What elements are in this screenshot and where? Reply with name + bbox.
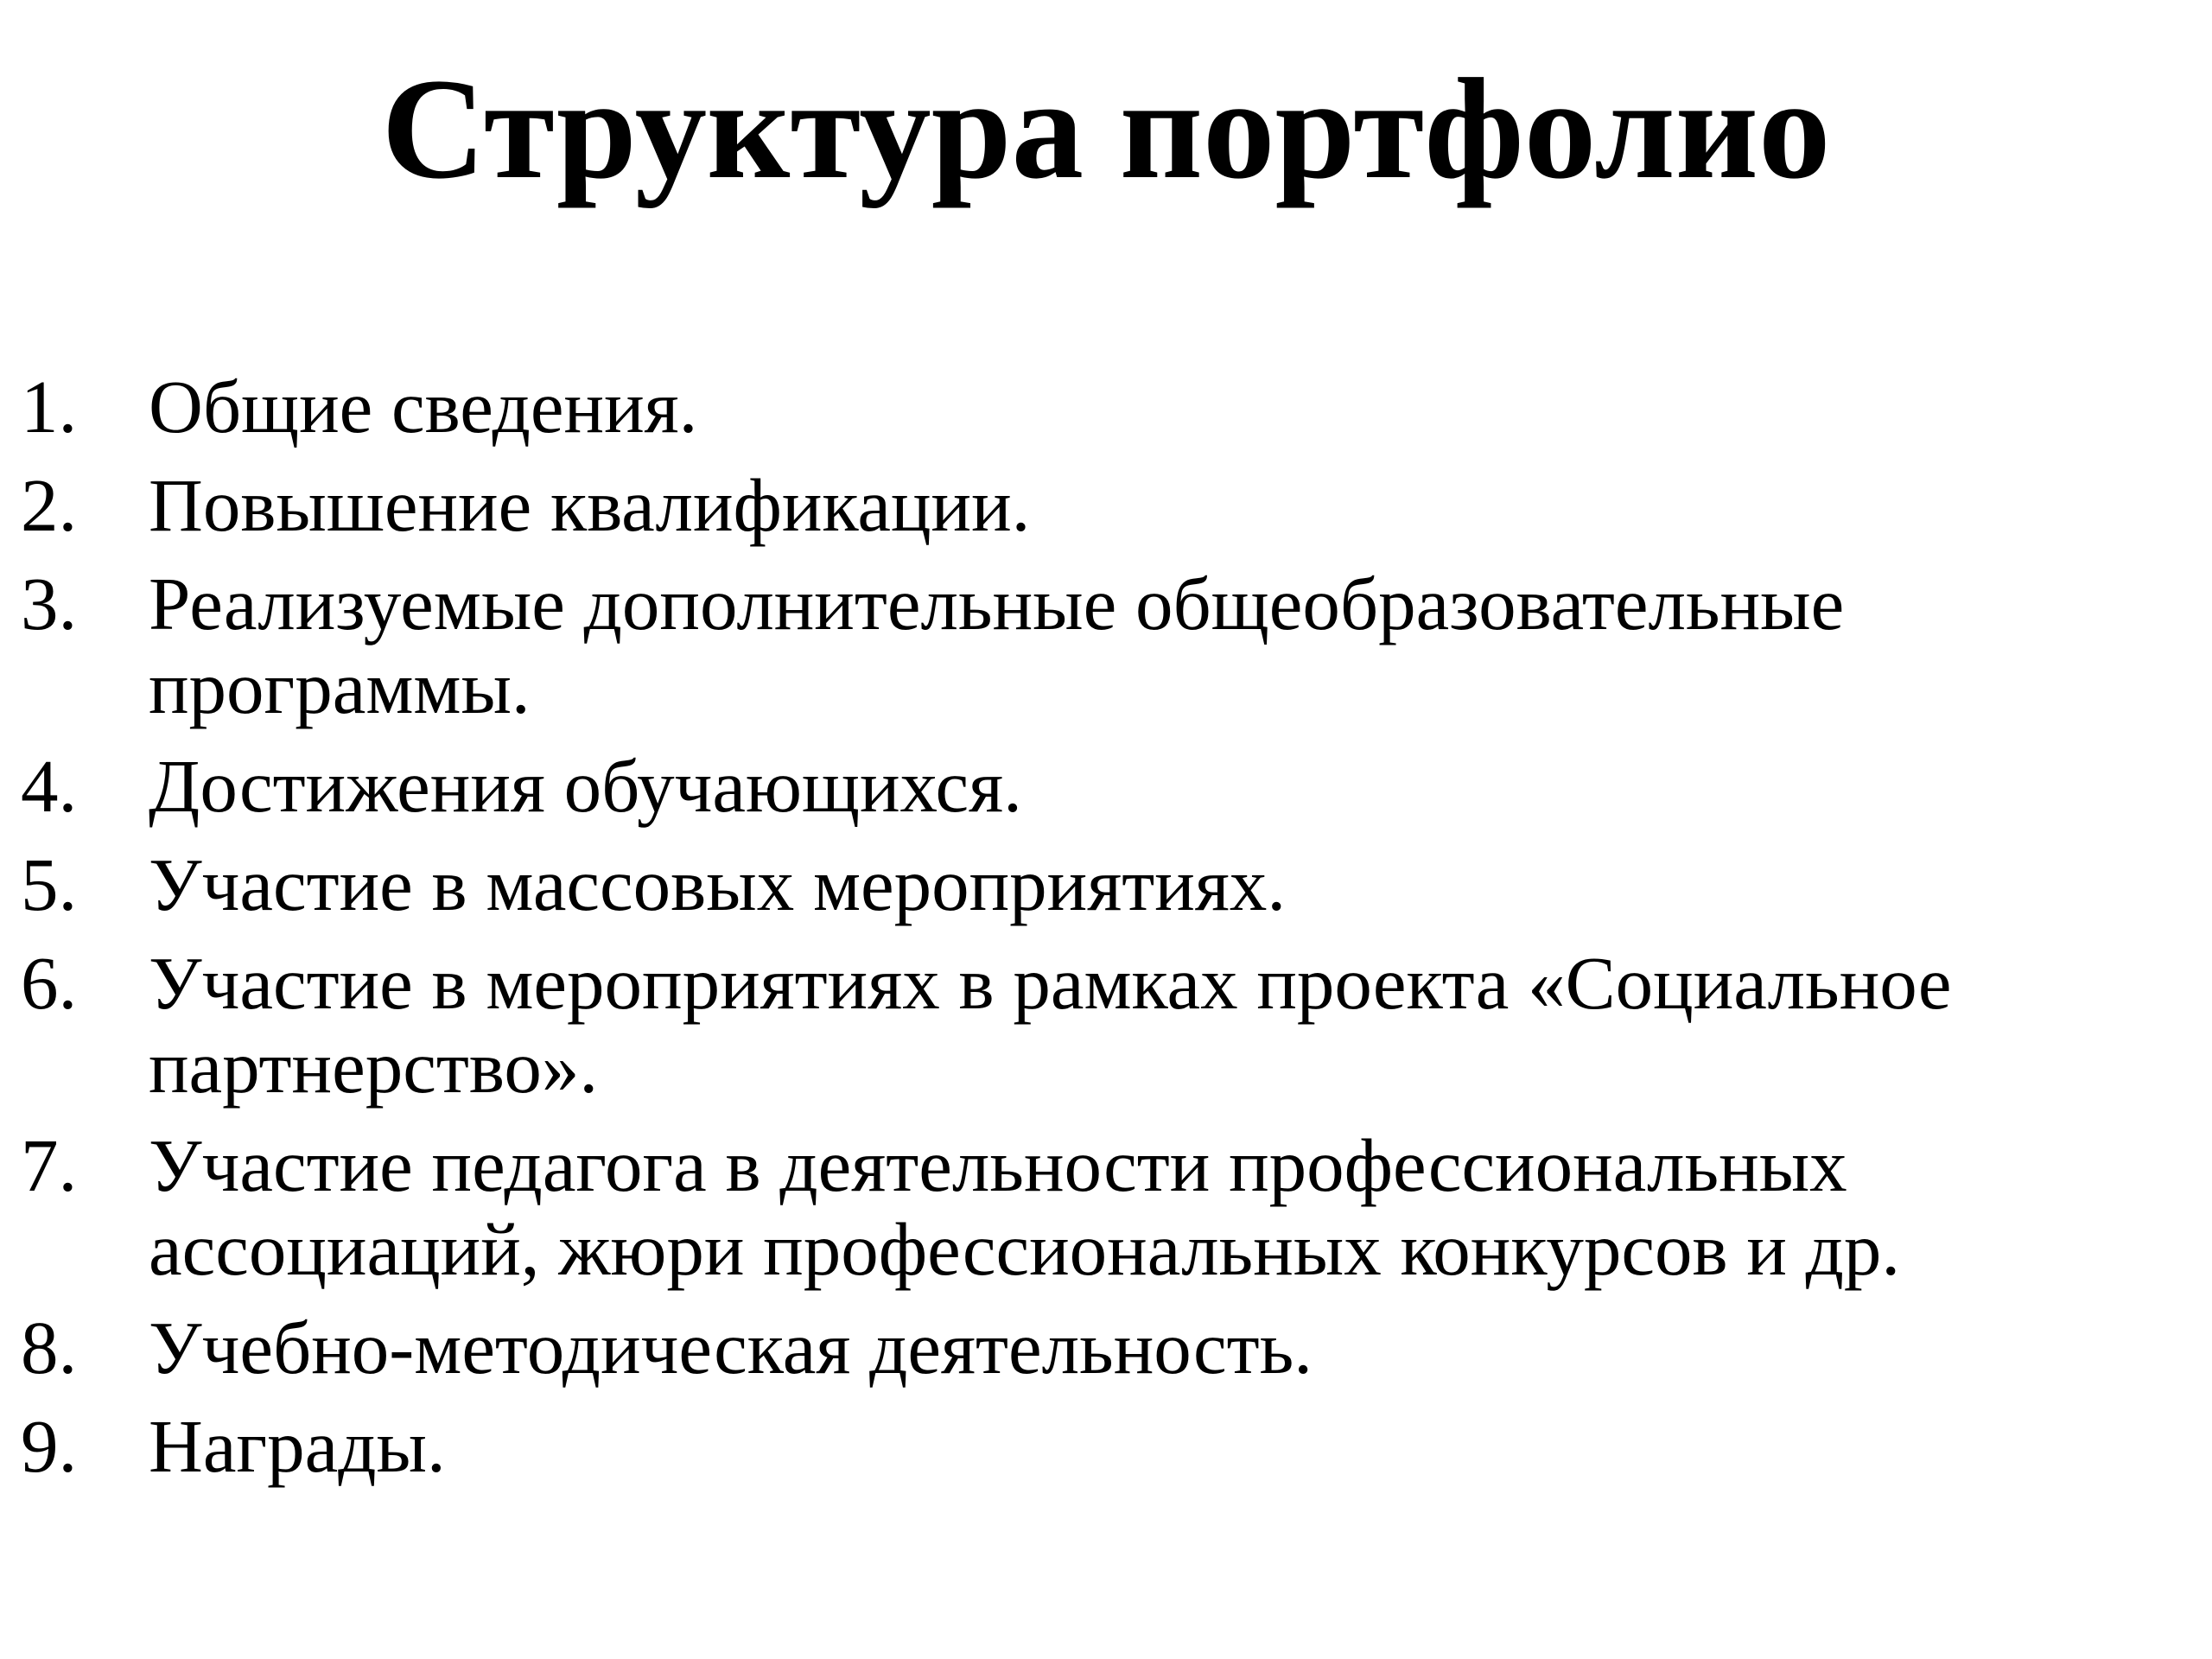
list-item-number: 7. — [21, 1123, 78, 1207]
list-item-text: Участие педагога в деятельности профессиональных ассоциаций, жюри профессиональных конкурсов и др. — [149, 1123, 1901, 1291]
list-item-text: Награды. — [149, 1404, 446, 1488]
list-item-number: 3. — [21, 562, 78, 645]
list-item-text: Учебно-методическая деятельность. — [149, 1306, 1313, 1389]
list-item — [21, 1306, 2207, 1389]
list-item-number: 8. — [21, 1306, 78, 1389]
list-item — [21, 365, 2207, 448]
list-item-text: Реализуемые дополнительные общеобразовательные программы. — [149, 562, 1845, 729]
list-item — [21, 1123, 2207, 1291]
list-item-text: Участие в мероприятиях в рамках проекта «Социальное партнерство». — [149, 941, 1952, 1109]
list-item-text: Повышение квалификации. — [149, 463, 1031, 547]
list-item — [21, 842, 2207, 926]
list-item — [21, 941, 2207, 1109]
list-item-text: Общие сведения. — [149, 365, 698, 448]
list-item — [21, 744, 2207, 828]
structure-list — [21, 365, 2207, 1503]
list-item — [21, 1404, 2207, 1488]
list-item-number: 9. — [21, 1404, 78, 1488]
list-item-number: 5. — [21, 842, 78, 926]
list-item-number: 4. — [21, 744, 78, 828]
list-item-text: Достижения обучающихся. — [149, 744, 1022, 828]
list-item — [21, 562, 2207, 729]
list-item-text: Участие в массовых мероприятиях. — [149, 842, 1287, 926]
list-item-number: 1. — [21, 365, 78, 448]
list-item-number: 2. — [21, 463, 78, 547]
slide-title: Структура портфолио — [381, 49, 1831, 209]
list-item — [21, 463, 2207, 547]
list-item-number: 6. — [21, 941, 78, 1025]
